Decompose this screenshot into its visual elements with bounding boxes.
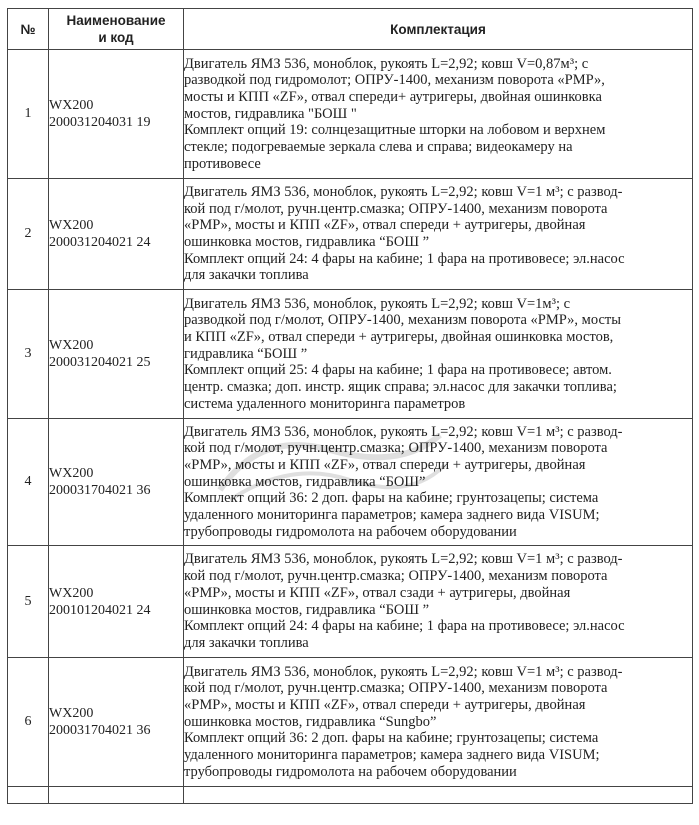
empty-cell xyxy=(8,787,49,804)
configuration-line: для закачки топлива xyxy=(184,267,309,284)
configuration-line: кой под г/молот, ручн.центр.смазка; ОПРУ-1400, механизм поворота xyxy=(184,680,608,697)
header-name-line2: и код xyxy=(98,30,134,45)
configuration-line: мостов, гидравлика "БОШ " xyxy=(184,105,357,122)
model-name: WX200 xyxy=(49,706,94,721)
configuration-line: гидравлика “БОШ ” xyxy=(184,345,308,362)
row-configuration xyxy=(184,546,693,658)
row-number: 1 xyxy=(8,50,49,179)
configuration-line: Двигатель ЯМЗ 536, моноблок, рукоять L=2,92; ковш V=1 м³; с развод- xyxy=(184,663,623,680)
model-code: 200031204021 25 xyxy=(49,355,151,370)
row-number: 2 xyxy=(8,179,49,290)
configuration-line: удаленного мониторинга параметров; камера заднего вида VISUM; xyxy=(184,747,600,764)
configuration-line: Комплект опций 24: 4 фары на кабине; 1 фара на противовесе; эл.насос xyxy=(184,250,625,267)
row-name-code xyxy=(49,546,184,658)
row-configuration xyxy=(184,50,693,179)
configuration-line: «РМР», мосты и КПП «ZF», отвал спереди + аутригеры, двойная xyxy=(184,696,586,713)
configuration-line: Двигатель ЯМЗ 536, моноблок, рукоять L=2,92; ковш V=1 м³; с развод- xyxy=(184,423,623,440)
configuration-line: трубопроводы гидромолота на рабочем оборудовании xyxy=(184,763,517,780)
configuration-line: разводкой под г/молот, ОПРУ-1400, механизм поворота «РМР», мосты xyxy=(184,312,621,329)
table-row xyxy=(8,50,693,179)
configuration-line: кой под г/молот, ручн.центр.смазка; ОПРУ-1400, механизм поворота xyxy=(184,200,608,217)
configuration-line: трубопроводы гидромолота на рабочем оборудовании xyxy=(184,523,517,540)
table-row xyxy=(8,658,693,787)
table-row xyxy=(8,546,693,658)
table-row xyxy=(8,179,693,290)
row-number: 5 xyxy=(8,546,49,658)
configuration-line: Комплект опций 36: 2 доп. фары на кабине; грунтозацепы; система xyxy=(184,730,599,747)
configuration-line: «РМР», мосты и КПП «ZF», отвал спереди + аутригеры, двойная xyxy=(184,456,586,473)
model-name: WX200 xyxy=(49,218,94,233)
row-configuration xyxy=(184,419,693,546)
row-name-code xyxy=(49,179,184,290)
row-name-code xyxy=(49,658,184,787)
model-code: 200101204021 24 xyxy=(49,602,151,618)
table-header-row xyxy=(8,9,693,50)
row-number: 3 xyxy=(8,290,49,419)
configuration-line: Двигатель ЯМЗ 536, моноблок, рукоять L=2,92; ковш V=1 м³; с развод- xyxy=(184,183,623,200)
configuration-line: мосты и КПП «ZF», отвал спереди+ аутригеры, двойная ошинковка xyxy=(184,88,602,105)
model-name: WX200 xyxy=(49,466,94,481)
row-name-code xyxy=(49,50,184,179)
empty-cell xyxy=(184,787,693,804)
configuration-line: центр. смазка; доп. инстр. ящик справа; эл.насос для закачки топлива; xyxy=(184,379,617,396)
configuration-line: разводкой под гидромолот; ОПРУ-1400, механизм поворота «РМР», xyxy=(184,72,605,89)
configuration-line: ошинковка мостов, гидравлика “БОШ ” xyxy=(184,601,430,618)
configuration-line: Комплект опций 19: солнцезащитные шторки на лобовом и верхнем xyxy=(184,122,606,139)
configuration-line: ошинковка мостов, гидравлика “Sungbo” xyxy=(184,713,437,730)
row-name-code xyxy=(49,290,184,419)
configuration-line: «РМР», мосты и КПП «ZF», отвал спереди + аутригеры, двойная xyxy=(184,217,586,234)
row-configuration xyxy=(184,179,693,290)
configuration-line: система удаленного мониторинга параметров xyxy=(184,395,466,412)
header-name-line1: Наименование xyxy=(66,13,166,28)
empty-cell xyxy=(49,787,184,804)
table-row-empty xyxy=(8,787,693,804)
header-number: № xyxy=(8,9,49,50)
header-name xyxy=(49,9,184,50)
model-name: WX200 xyxy=(49,98,94,113)
configuration-line: кой под г/молот, ручн.центр.смазка; ОПРУ-1400, механизм поворота xyxy=(184,440,608,457)
model-code: 200031204031 19 xyxy=(49,115,151,130)
configuration-line: удаленного мониторинга параметров; камера заднего вида VISUM; xyxy=(184,507,600,524)
configuration-line: Комплект опций 36: 2 доп. фары на кабине; грунтозацепы; система xyxy=(184,490,599,507)
configuration-line: Двигатель ЯМЗ 536, моноблок, рукоять L=2,92; ковш V=0,87м³; с xyxy=(184,55,589,72)
model-code: 200031204021 24 xyxy=(49,235,151,250)
table-row xyxy=(8,419,693,546)
configuration-line: ошинковка мостов, гидравлика “БОШ” xyxy=(184,473,426,490)
configuration-line: противовесе xyxy=(184,155,261,172)
configuration-line: для закачки топлива xyxy=(184,634,309,651)
model-code: 200031704021 36 xyxy=(49,723,151,738)
configuration-line: Комплект опций 24: 4 фары на кабине; 1 фара на противовесе; эл.насос xyxy=(184,618,625,635)
row-name-code xyxy=(49,419,184,546)
model-name: WX200 xyxy=(49,338,94,353)
configuration-line: Двигатель ЯМЗ 536, моноблок, рукоять L=2,92; ковш V=1м³; с xyxy=(184,295,571,312)
configuration-line: и КПП «ZF», отвал спереди + аутригеры, двойная ошинковка мостов, xyxy=(184,328,614,345)
header-configuration: Комплектация xyxy=(184,9,693,50)
row-configuration xyxy=(184,290,693,419)
configuration-line: кой под г/молот, ручн.центр.смазка; ОПРУ-1400, механизм поворота xyxy=(184,568,608,585)
model-code: 200031704021 36 xyxy=(49,483,151,498)
equipment-table xyxy=(7,8,693,804)
configuration-line: ошинковка мостов, гидравлика “БОШ ” xyxy=(184,234,430,250)
configuration-line: «РМР», мосты и КПП «ZF», отвал сзади + аутригеры, двойная xyxy=(184,584,571,601)
configuration-line: Комплект опций 25: 4 фары на кабине; 1 фара на противовесе; автом. xyxy=(184,362,612,379)
configuration-line: Двигатель ЯМЗ 536, моноблок, рукоять L=2,92; ковш V=1 м³; с развод- xyxy=(184,551,623,568)
model-name: WX200 xyxy=(49,585,94,601)
row-number: 4 xyxy=(8,419,49,546)
row-configuration xyxy=(184,658,693,787)
configuration-line: стекле; подогреваемые зеркала слева и справа; видеокамеру на xyxy=(184,139,573,156)
table-row xyxy=(8,290,693,419)
row-number: 6 xyxy=(8,658,49,787)
